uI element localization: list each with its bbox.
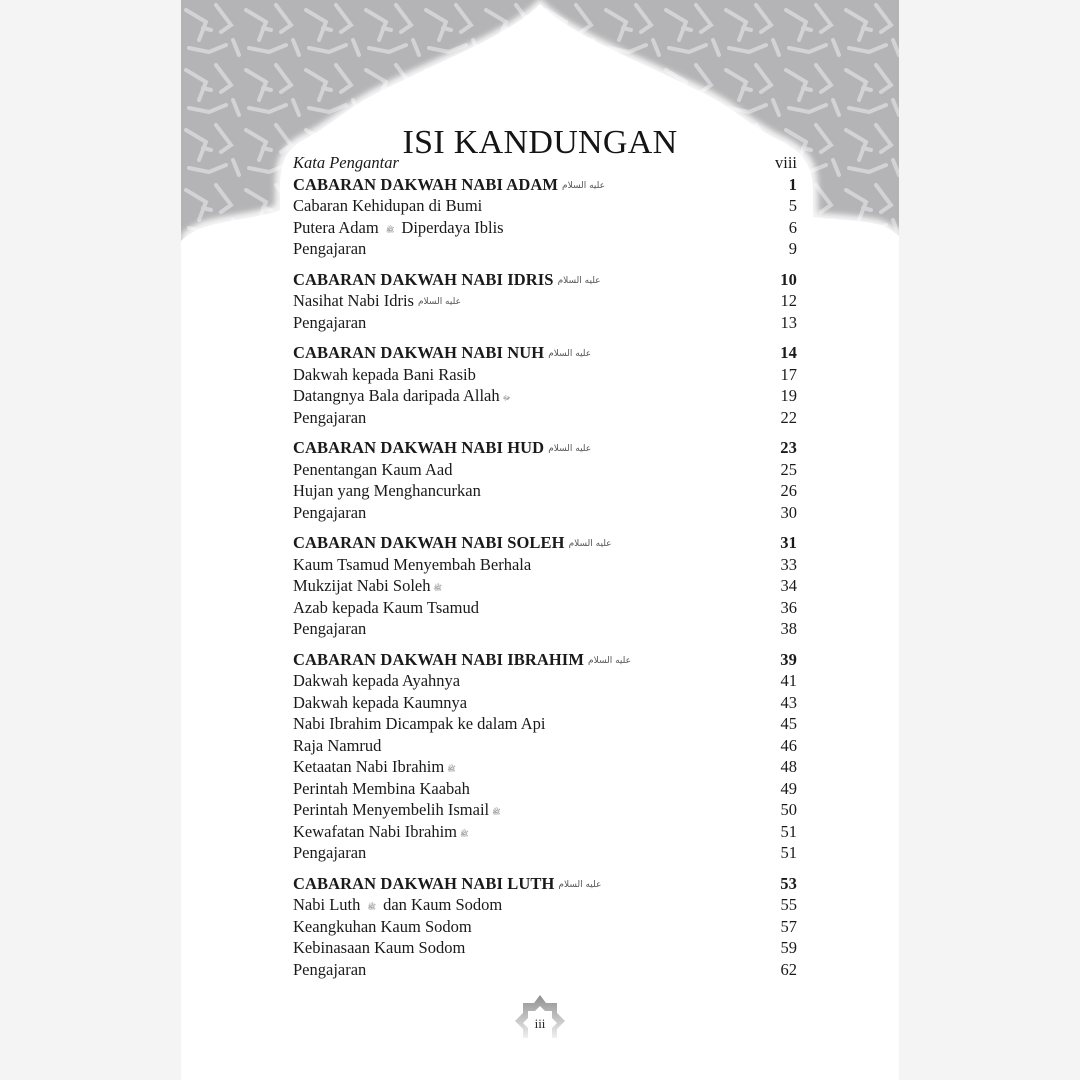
toc-entry[interactable] — [293, 821, 797, 843]
toc-page-number: 48 — [780, 757, 797, 776]
toc-section-luth — [293, 873, 797, 981]
toc-section-hud — [293, 437, 797, 523]
toc-page-number: 12 — [780, 291, 797, 310]
toc-entry[interactable] — [293, 407, 797, 429]
toc-page-number: 45 — [780, 714, 797, 733]
toc-page-number: viii — [774, 153, 797, 172]
honorific-icon: عليه السلام — [417, 297, 461, 307]
toc-page-number: 25 — [780, 459, 797, 479]
toc-entry-label: Pengajaran — [293, 312, 367, 332]
toc-page-number: 33 — [780, 554, 797, 574]
toc-entry-label: Raja Namrud — [293, 735, 382, 755]
toc-entry[interactable] — [293, 778, 797, 800]
toc-entry-label: Hujan yang Menghancurkan — [293, 481, 481, 500]
toc-entry[interactable] — [293, 735, 797, 757]
toc-page-number: 30 — [780, 502, 797, 522]
toc-entry[interactable] — [293, 312, 797, 334]
toc-page-number: 59 — [780, 938, 797, 957]
toc-page-number: 39 — [780, 649, 797, 669]
toc-entry-label: Mukzijat Nabi Soleh — [293, 576, 431, 595]
toc-entry-label: Dakwah kepada Ayahnya — [293, 671, 461, 690]
toc-entry-intro[interactable] — [293, 152, 797, 174]
toc-entry-label: Azab kepada Kaum Tsamud — [293, 597, 479, 617]
page-title: ISI KANDUNGAN — [402, 123, 678, 161]
toc-section-soleh — [293, 532, 797, 640]
toc-page-number: 49 — [780, 778, 797, 798]
toc-entry-label: Pengajaran — [293, 619, 367, 638]
honorific-icon: عليه السلام — [558, 879, 602, 890]
table-of-contents — [293, 152, 797, 989]
toc-page-number: 34 — [780, 576, 797, 595]
toc-entry-label: Pengajaran — [293, 959, 367, 979]
toc-section-nuh — [293, 342, 797, 428]
toc-entry-label: Kewafatan Nabi Ibrahim — [293, 821, 458, 841]
toc-page-number: 62 — [780, 959, 797, 979]
toc-entry[interactable] — [293, 670, 797, 692]
toc-entry-label: Pengajaran — [293, 407, 367, 427]
toc-entry-label: Cabaran Kehidupan di Bumi — [293, 196, 483, 215]
toc-entry-label: Ketaatan Nabi Ibrahim — [293, 757, 445, 776]
honorific-icon: ﷺ — [460, 829, 469, 838]
toc-page-number: 46 — [780, 735, 797, 755]
toc-page-number: 38 — [780, 619, 797, 638]
toc-page-number: 6 — [788, 217, 797, 237]
toc-entry[interactable] — [293, 894, 797, 916]
toc-page-number: 17 — [780, 364, 797, 384]
toc-entry-label: Perintah Membina Kaabah — [293, 778, 470, 798]
toc-entry-label: Keangkuhan Kaum Sodom — [293, 916, 472, 936]
toc-entry-label: Perintah Menyembelih Ismail — [293, 800, 490, 819]
toc-page-number: 57 — [780, 916, 797, 936]
toc-page-number: 23 — [780, 438, 797, 457]
toc-page-number: 50 — [780, 800, 797, 819]
toc-entry-label: Diperdaya Iblis — [397, 217, 504, 237]
book-page — [181, 0, 899, 1080]
toc-section-idris — [293, 269, 797, 334]
toc-heading-label: CABARAN DAKWAH NABI NUH — [293, 343, 545, 362]
toc-heading[interactable] — [293, 174, 797, 196]
toc-heading-label: CABARAN DAKWAH NABI IBRAHIM — [293, 649, 585, 669]
toc-section-ibrahim — [293, 649, 797, 864]
toc-heading-label: CABARAN DAKWAH NABI HUD — [293, 438, 545, 457]
toc-entry[interactable] — [293, 502, 797, 524]
honorific-icon: عليه السلام — [588, 655, 631, 666]
honorific-icon: ﷺ — [447, 765, 456, 773]
toc-entry-label: dan Kaum Sodom — [378, 895, 503, 914]
toc-entry[interactable] — [293, 959, 797, 981]
toc-entry-label: Nabi Luth — [293, 895, 365, 914]
toc-entry[interactable] — [293, 842, 797, 864]
toc-heading-label: CABARAN DAKWAH NABI ADAM — [293, 174, 559, 194]
toc-entry[interactable] — [293, 217, 797, 239]
toc-entry-label: Nasihat Nabi Idris — [293, 291, 414, 310]
toc-page-number: 53 — [780, 873, 797, 893]
honorific-icon: ﷺ — [367, 903, 376, 911]
toc-entry[interactable] — [293, 364, 797, 386]
toc-entry-label: Penentangan Kaum Aad — [293, 459, 453, 479]
toc-page-number: 26 — [780, 481, 797, 500]
honorific-icon: عليه السلام — [562, 180, 605, 191]
toc-heading-label: CABARAN DAKWAH NABI LUTH — [293, 873, 555, 893]
toc-page-number: 5 — [788, 196, 797, 215]
toc-heading[interactable] — [293, 649, 797, 671]
honorific-icon: عليه السلام — [557, 275, 601, 286]
toc-entry[interactable] — [293, 385, 797, 407]
toc-entry[interactable] — [293, 692, 797, 714]
toc-entry-label: Pengajaran — [293, 843, 367, 862]
toc-entry[interactable] — [293, 195, 797, 217]
toc-entry-label: Kata Pengantar — [293, 153, 399, 172]
toc-heading[interactable] — [293, 532, 797, 554]
toc-entry[interactable] — [293, 290, 797, 312]
toc-page-number: 22 — [780, 407, 797, 427]
toc-heading[interactable] — [293, 269, 797, 291]
toc-page-number: 13 — [780, 312, 797, 332]
toc-page-number: 43 — [780, 692, 797, 712]
toc-page-number: 9 — [788, 239, 797, 258]
toc-entry[interactable] — [293, 618, 797, 640]
toc-page-number: 14 — [780, 343, 797, 362]
toc-page-number: 19 — [780, 386, 797, 405]
toc-entry-label: Datangnya Bala daripada Allah — [293, 386, 500, 405]
toc-entry-label: Putera Adam — [293, 217, 383, 237]
page-number-ornament — [515, 994, 565, 1038]
honorific-icon: عليه السلام — [548, 444, 592, 454]
toc-entry-label: Nabi Ibrahim Dicampak ke dalam Api — [293, 714, 546, 733]
honorific-icon: ﷺ — [492, 808, 501, 816]
toc-page-number: 10 — [780, 269, 797, 289]
toc-heading[interactable] — [293, 873, 797, 895]
toc-section-adam — [293, 174, 797, 260]
toc-page-number: 51 — [780, 843, 797, 862]
page-number: iii — [534, 1016, 546, 1031]
toc-entry-label: Pengajaran — [293, 239, 367, 258]
toc-entry-label: Kebinasaan Kaum Sodom — [293, 938, 466, 957]
toc-page-number: 36 — [780, 597, 797, 617]
toc-entry-label: Kaum Tsamud Menyembah Berhala — [293, 554, 532, 574]
toc-page-number: 41 — [780, 671, 797, 690]
toc-entry[interactable] — [293, 916, 797, 938]
toc-entry[interactable] — [293, 597, 797, 619]
toc-heading-label: CABARAN DAKWAH NABI IDRIS — [293, 269, 554, 289]
toc-entry[interactable] — [293, 756, 797, 778]
toc-entry-label: Pengajaran — [293, 502, 367, 522]
toc-entry-label: Dakwah kepada Kaumnya — [293, 692, 468, 712]
toc-page-number: 1 — [788, 174, 797, 194]
toc-page-number: 31 — [780, 533, 797, 552]
toc-entry[interactable] — [293, 799, 797, 821]
toc-page-number: 51 — [780, 821, 797, 841]
toc-entry-label: Dakwah kepada Bani Rasib — [293, 364, 476, 384]
honorific-icon: عليه السلام — [548, 349, 592, 359]
toc-entry[interactable] — [293, 575, 797, 597]
toc-heading[interactable] — [293, 342, 797, 364]
toc-entry[interactable] — [293, 554, 797, 576]
honorific-icon: ﷺ — [433, 584, 442, 592]
toc-heading-label: CABARAN DAKWAH NABI SOLEH — [293, 533, 565, 552]
toc-entry[interactable] — [293, 238, 797, 260]
toc-heading[interactable] — [293, 437, 797, 459]
toc-page-number: 55 — [780, 895, 797, 914]
honorific-allah-icon: ﷻ — [502, 394, 511, 402]
toc-entry[interactable] — [293, 459, 797, 481]
toc-entry[interactable] — [293, 937, 797, 959]
honorific-icon: ﷺ — [385, 225, 395, 234]
toc-entry[interactable] — [293, 713, 797, 735]
toc-entry[interactable] — [293, 480, 797, 502]
honorific-icon: عليه السلام — [568, 539, 612, 549]
